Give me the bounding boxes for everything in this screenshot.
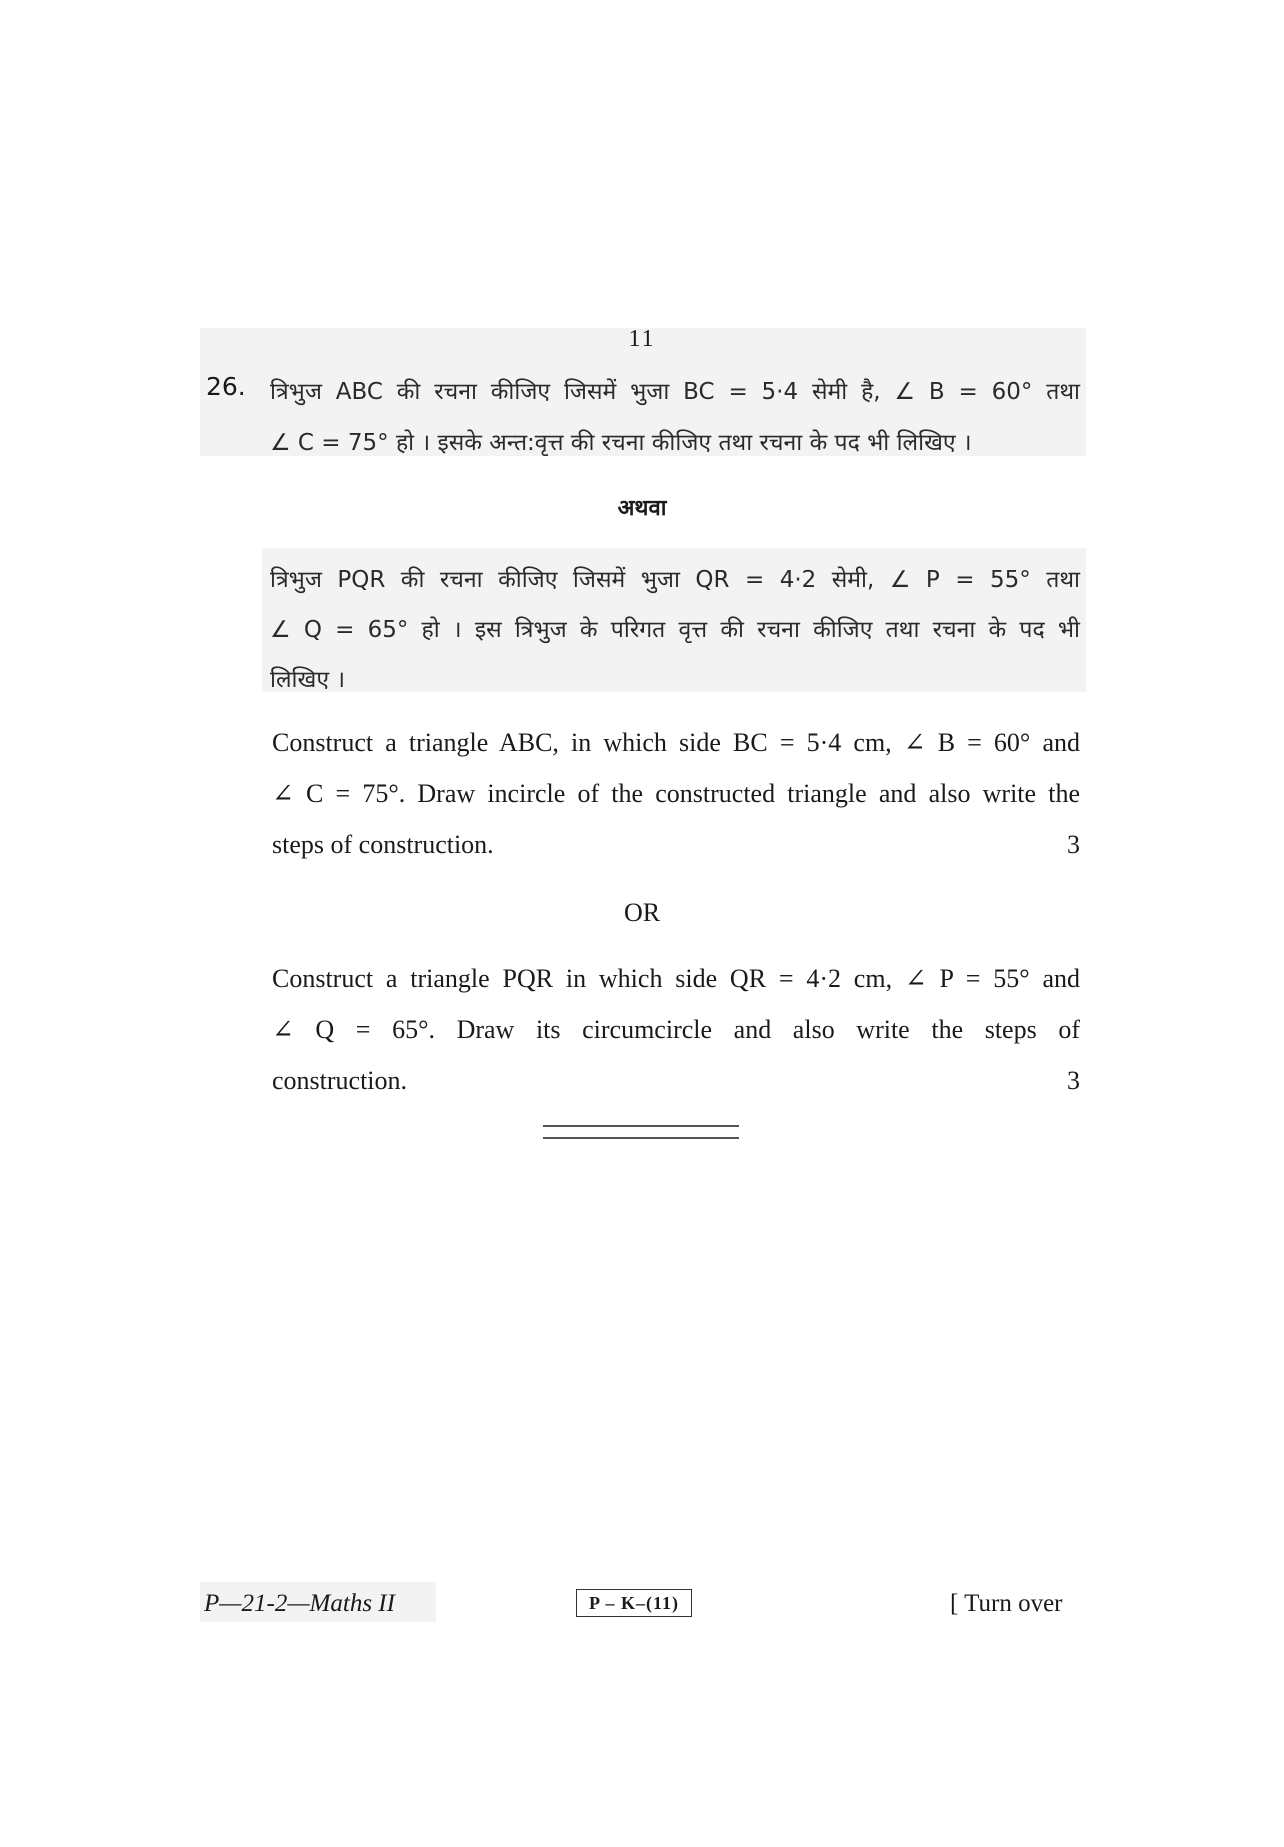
english-or-label: OR: [623, 898, 661, 927]
english-alt-marks: 3: [1067, 1066, 1080, 1095]
english-alt-line-3: construction.: [272, 1066, 408, 1095]
english-main-marks: 3: [1067, 830, 1080, 859]
hindi-main-line-1: त्रिभुज ABC की रचना कीजिए जिसमें भुजा BC = 5·4 सेमी है, ∠ B = 60° तथा: [270, 379, 1080, 405]
end-double-rule: [543, 1125, 739, 1139]
hindi-alt-line-1: त्रिभुज PQR की रचना कीजिए जिसमें भुजा QR = 4·2 सेमी, ∠ P = 55° तथा: [270, 567, 1080, 593]
page-number: 11: [628, 326, 656, 352]
hindi-main-line-2: ∠ C = 75° हो । इसके अन्त:वृत्त की रचना कीजिए तथा रचना के पद भी लिखिए ।: [270, 430, 972, 456]
english-alt-line-1: Construct a triangle PQR in which side QR = 4·2 cm, ∠ P = 55° and: [272, 964, 1080, 993]
english-alt-line-2: ∠ Q = 65°. Draw its circumcircle and also write the steps of: [272, 1015, 1080, 1044]
hindi-alt-line-2: ∠ Q = 65° हो । इस त्रिभुज के परिगत वृत्त की रचना कीजिए तथा रचना के पद भी: [270, 617, 1080, 643]
english-main-line-2: ∠ C = 75°. Draw incircle of the constructed triangle and also write the: [272, 779, 1080, 808]
footer-paper-code: P—21-2—Maths II: [204, 1590, 395, 1617]
hindi-alt-line-3: लिखिए ।: [270, 667, 346, 693]
question-number: 26.: [206, 372, 246, 401]
english-main-line-3: steps of construction.: [272, 830, 494, 859]
hindi-or-label: अथवा: [617, 496, 667, 521]
english-main-line-1: Construct a triangle ABC, in which side BC = 5·4 cm, ∠ B = 60° and: [272, 728, 1080, 757]
footer-turn-over: [ Turn over: [950, 1590, 1063, 1617]
footer-page-code: P – K–(11): [576, 1589, 692, 1617]
